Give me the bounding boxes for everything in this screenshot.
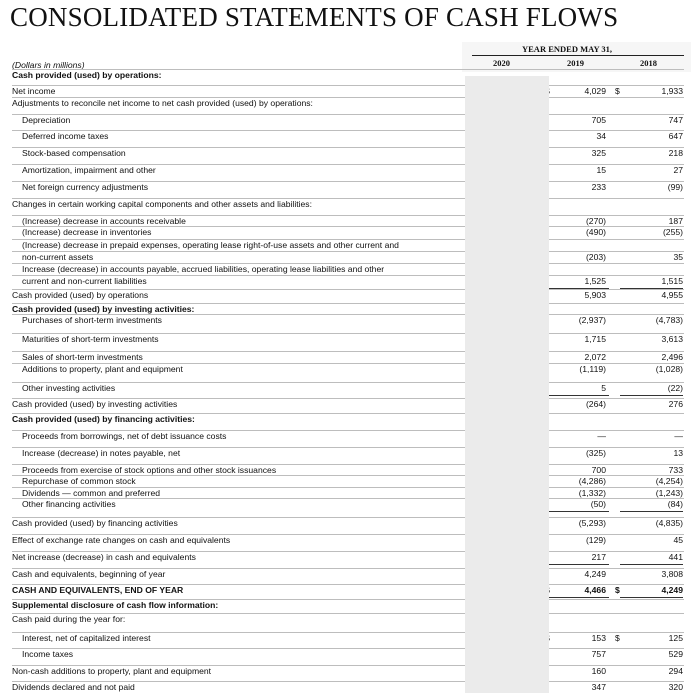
value-2018: (255) bbox=[662, 227, 683, 237]
row-label: Proceeds from borrowings, net of debt issuance costs bbox=[22, 431, 227, 441]
value-2018: (1,028) bbox=[655, 364, 683, 374]
value-2019: (203) bbox=[585, 252, 606, 262]
value-2019: (264) bbox=[585, 399, 606, 409]
value-2019: (1,332) bbox=[578, 488, 606, 498]
value-2018: (22) bbox=[667, 383, 683, 393]
value-2019: (490) bbox=[585, 227, 606, 237]
value-2018: 187 bbox=[668, 216, 683, 226]
row-label: (Increase) decrease in accounts receivable bbox=[22, 216, 186, 226]
value-2019: 2,072 bbox=[584, 352, 606, 362]
value-2018: 13 bbox=[673, 448, 683, 458]
row-label: Maturities of short-term investments bbox=[22, 334, 159, 344]
row-label: Dividends declared and not paid bbox=[12, 682, 135, 692]
value-2019: 34 bbox=[596, 131, 606, 141]
row-label: Deferred income taxes bbox=[22, 131, 109, 141]
value-2018: 276 bbox=[668, 399, 683, 409]
subtotal-underline bbox=[547, 288, 609, 289]
value-2019: 160 bbox=[591, 666, 606, 676]
row-label: Increase (decrease) in notes payable, net bbox=[22, 448, 181, 458]
value-2018: (84) bbox=[667, 499, 683, 509]
row-label: Purchases of short-term investments bbox=[22, 315, 162, 325]
value-2018: 4,955 bbox=[661, 290, 683, 300]
subtotal-underline bbox=[620, 564, 683, 565]
row-label: Interest, net of capitalized interest bbox=[22, 633, 151, 643]
row-label: (Increase) decrease in inventories bbox=[22, 227, 152, 237]
value-2018: (99) bbox=[667, 182, 683, 192]
row-label: Repurchase of common stock bbox=[22, 476, 136, 486]
value-2018: 320 bbox=[668, 682, 683, 692]
row-label: Sales of short-term investments bbox=[22, 352, 143, 362]
row-label: Depreciation bbox=[22, 115, 71, 125]
row-label: Cash provided (used) by operations bbox=[12, 290, 149, 300]
value-2019: (4,286) bbox=[578, 476, 606, 486]
value-2019: 700 bbox=[591, 465, 606, 475]
value-2019: 705 bbox=[591, 115, 606, 125]
row-label: Cash provided (used) by financing activities bbox=[12, 518, 178, 528]
value-2019: 217 bbox=[591, 552, 606, 562]
period-header: YEAR ENDED MAY 31, bbox=[522, 44, 613, 54]
subtotal-underline bbox=[620, 597, 683, 598]
value-2018: 1,515 bbox=[661, 276, 683, 286]
year-2018-header: 2018 bbox=[640, 58, 657, 68]
row-label: Supplemental disclosure of cash flow information: bbox=[12, 600, 219, 610]
value-2018: 647 bbox=[668, 131, 683, 141]
row-label: Proceeds from exercise of stock options and other stock issuances bbox=[22, 465, 277, 475]
subtotal-underline bbox=[620, 288, 683, 289]
value-2018: 218 bbox=[668, 148, 683, 158]
row-label: (Dollars in millions) bbox=[12, 60, 85, 70]
row-label: Income taxes bbox=[22, 649, 74, 659]
value-2019: (50) bbox=[590, 499, 606, 509]
year-2019-header: 2019 bbox=[567, 58, 584, 68]
value-2019: (129) bbox=[585, 535, 606, 545]
subtotal-underline bbox=[547, 597, 609, 598]
row-label: Cash provided (used) by operations: bbox=[12, 70, 162, 80]
value-2019: 4,029 bbox=[584, 86, 606, 96]
row-label: Increase (decrease) in accounts payable, accrued liabilities, operating lease liabilities and other bbox=[22, 264, 385, 274]
value-2019: 5,903 bbox=[584, 290, 606, 300]
value-2018: 733 bbox=[668, 465, 683, 475]
value-2019: 757 bbox=[591, 649, 606, 659]
row-label: Cash paid during the year for: bbox=[12, 614, 126, 624]
subtotal-underline bbox=[547, 511, 609, 512]
value-2019: 1,525 bbox=[584, 276, 606, 286]
row-label: non-current assets bbox=[22, 252, 94, 262]
value-2019: 15 bbox=[596, 165, 606, 175]
value-2018: (1,243) bbox=[655, 488, 683, 498]
value-2018: (4,254) bbox=[655, 476, 683, 486]
value-2019: (5,293) bbox=[578, 518, 606, 528]
value-2019: — bbox=[597, 431, 606, 441]
value-2019: (325) bbox=[585, 448, 606, 458]
row-label: Cash provided (used) by investing activities bbox=[12, 399, 178, 409]
value-2019: (1,119) bbox=[579, 364, 606, 374]
row-label: Amortization, impairment and other bbox=[22, 165, 156, 175]
year-2020-header: 2020 bbox=[493, 58, 510, 68]
value-2018: (4,783) bbox=[655, 315, 683, 325]
value-2019: 347 bbox=[591, 682, 606, 692]
value-2018: 125 bbox=[668, 633, 683, 643]
row-label: Cash and equivalents, beginning of year bbox=[12, 569, 166, 579]
row-label: Dividends — common and preferred bbox=[22, 488, 161, 498]
row-label: Cash provided (used) by investing activities: bbox=[12, 304, 195, 314]
row-label: Other investing activities bbox=[22, 383, 116, 393]
value-2018: 35 bbox=[673, 252, 683, 262]
row-label: Additions to property, plant and equipment bbox=[22, 364, 183, 374]
row-label: Effect of exchange rate changes on cash and equivalents bbox=[12, 535, 231, 545]
value-2018: 3,808 bbox=[661, 569, 683, 579]
value-2019: 4,466 bbox=[584, 585, 606, 595]
value-2018: 747 bbox=[668, 115, 683, 125]
row-label: Changes in certain working capital components and other assets and liabilities: bbox=[12, 199, 312, 209]
row-label: Cash provided (used) by financing activities: bbox=[12, 414, 195, 424]
row-label: Adjustments to reconcile net income to net cash provided (used) by operations: bbox=[12, 98, 313, 108]
row-divider bbox=[12, 251, 684, 252]
value-2019: 4,249 bbox=[584, 569, 606, 579]
value-2019: 153 bbox=[591, 633, 606, 643]
row-label: current and non-current liabilities bbox=[22, 276, 147, 286]
value-2018: 27 bbox=[673, 165, 683, 175]
value-2018: 3,613 bbox=[661, 334, 683, 344]
subtotal-underline bbox=[620, 395, 683, 396]
value-2018: 294 bbox=[668, 666, 683, 676]
row-label: Net income bbox=[12, 86, 56, 96]
row-label: Stock-based compensation bbox=[22, 148, 126, 158]
value-2018: 441 bbox=[668, 552, 683, 562]
row-divider bbox=[12, 85, 684, 86]
value-2019: 5 bbox=[601, 383, 606, 393]
row-label: CASH AND EQUIVALENTS, END OF YEAR bbox=[12, 585, 184, 595]
value-2019: 233 bbox=[591, 182, 606, 192]
row-divider bbox=[12, 130, 684, 131]
value-2019: (270) bbox=[585, 216, 606, 226]
value-2018: (4,835) bbox=[655, 518, 683, 528]
row-divider bbox=[12, 648, 684, 649]
subtotal-underline bbox=[547, 395, 609, 396]
current-year-column-shade bbox=[465, 76, 549, 693]
value-2019: (2,937) bbox=[578, 315, 606, 325]
value-2019: 325 bbox=[591, 148, 606, 158]
row-label: (Increase) decrease in prepaid expenses, operating lease right-of-use assets and other current and bbox=[22, 240, 399, 250]
value-2018: 4,249 bbox=[661, 585, 683, 595]
value-2018: 1,933 bbox=[661, 86, 683, 96]
value-2018: — bbox=[674, 431, 683, 441]
row-label: Net increase (decrease) in cash and equivalents bbox=[12, 552, 196, 562]
subtotal-underline bbox=[547, 564, 609, 565]
value-2018: 2,496 bbox=[661, 352, 683, 362]
page-title: CONSOLIDATED STATEMENTS OF CASH FLOWS bbox=[10, 2, 619, 32]
dollar-sign: $ bbox=[615, 633, 620, 643]
row-divider bbox=[12, 114, 684, 115]
period-underline bbox=[472, 55, 684, 56]
value-2018: 529 bbox=[668, 649, 683, 659]
dollar-sign: $ bbox=[615, 585, 620, 595]
dollar-sign: $ bbox=[615, 86, 620, 96]
value-2019: 1,715 bbox=[584, 334, 606, 344]
row-label: Net foreign currency adjustments bbox=[22, 182, 149, 192]
row-label: Other financing activities bbox=[22, 499, 116, 509]
subtotal-underline bbox=[620, 511, 683, 512]
value-2018: 45 bbox=[673, 535, 683, 545]
row-label: Non-cash additions to property, plant and equipment bbox=[12, 666, 212, 676]
